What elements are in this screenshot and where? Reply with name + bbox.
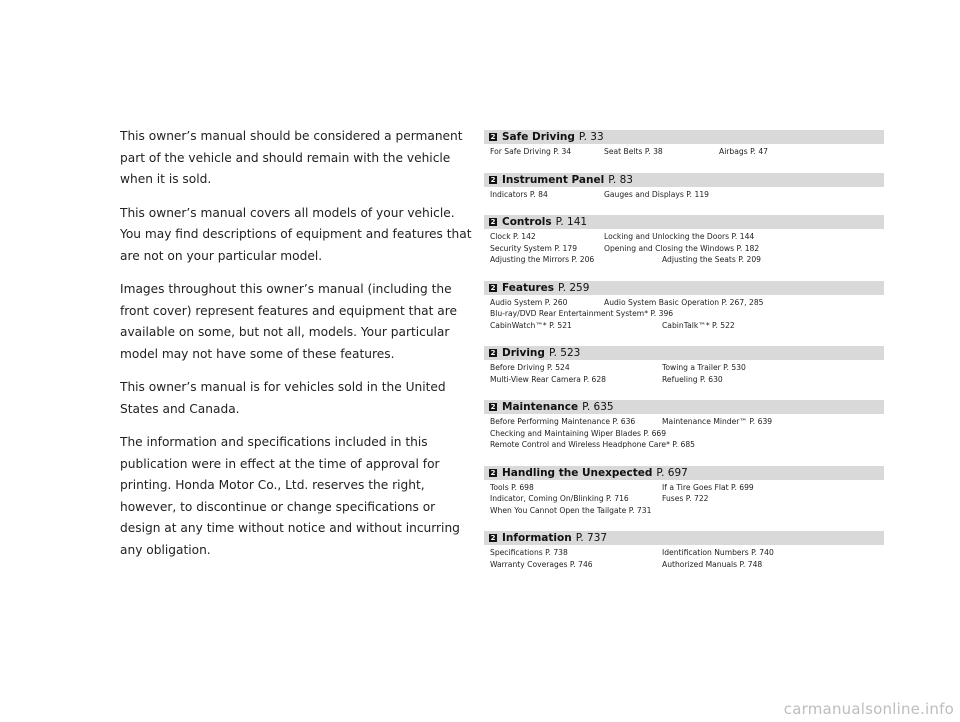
toc-link[interactable]: Security System P. 179	[490, 243, 578, 253]
toc-link[interactable]: Opening and Closing the Windows P. 182	[604, 243, 760, 253]
toc-row	[484, 309, 884, 321]
section-page: P. 83	[608, 173, 633, 186]
toc-row	[484, 429, 884, 441]
toc-link[interactable]: Multi-View Rear Camera P. 628	[490, 374, 607, 384]
toc-row	[484, 548, 884, 560]
section-title: Controls	[502, 216, 552, 228]
toc-link[interactable]: Warranty Coverages P. 746	[490, 559, 593, 569]
toc-row	[484, 494, 884, 506]
toc-link[interactable]: Refueling P. 630	[662, 374, 723, 384]
section-header[interactable]	[484, 346, 884, 360]
intro-paragraph: This owner’s manual is for vehicles sold in the United States and Canada.	[120, 380, 446, 416]
table-of-contents	[484, 130, 884, 577]
toc-row	[484, 298, 884, 310]
section-header[interactable]	[484, 531, 884, 545]
toc-link[interactable]: For Safe Driving P. 34	[490, 147, 572, 156]
toc-row	[484, 244, 884, 256]
section-header[interactable]	[484, 281, 884, 295]
toc-link[interactable]: Fuses P. 722	[662, 494, 709, 503]
toc-section-safe-driving	[484, 130, 884, 159]
toc-link[interactable]: Airbags P. 47	[719, 147, 768, 156]
toc-row	[484, 147, 884, 159]
toc-section-features	[484, 281, 884, 333]
intro-paragraph: This owner’s manual covers all models of your vehicle. You may find descriptions of equipment and features that are not on your particular model.	[120, 205, 472, 263]
section-header[interactable]	[484, 215, 884, 229]
toc-link[interactable]: Adjusting the Seats P. 209	[662, 255, 761, 264]
toc-link[interactable]: Authorized Manuals P. 748	[662, 559, 763, 569]
toc-link[interactable]: Before Driving P. 524	[490, 363, 570, 372]
arrow-icon: 2	[490, 403, 496, 411]
section-page: P. 737	[575, 532, 608, 544]
toc-link[interactable]: Clock P. 142	[490, 232, 536, 241]
toc-row	[484, 232, 884, 244]
intro-paragraph: The information and specifications included in this publication were in effect at the time of approval for printing. Honda Motor Co., Ltd. reserves the right, however, to discontinue or change specifications or design at any time without notice and without incurring any obligation.	[120, 435, 460, 557]
arrow-icon: 2	[490, 283, 496, 292]
intro-paragraph: Images throughout this owner’s manual (including the front cover) represent features and equipment that are available on some, but not all, models. Your particular model may not have some of these features.	[120, 282, 458, 361]
section-title: Information	[502, 532, 572, 544]
toc-row	[484, 506, 884, 518]
toc-link[interactable]: Locking and Unlocking the Doors P. 144	[604, 232, 755, 241]
intro-paragraph: This owner’s manual should be considered a permanent part of the vehicle and should remain with the vehicle when it is sold.	[120, 129, 463, 186]
toc-link[interactable]: Checking and Maintaining Wiper Blades P. 669	[490, 428, 667, 438]
watermark: carmanualsonline.info	[783, 700, 954, 718]
toc-link[interactable]: Audio System Basic Operation P. 267, 285	[604, 297, 764, 307]
section-page: P. 523	[548, 347, 581, 359]
toc-section-instrument-panel	[484, 173, 884, 202]
toc-section-handling-the-unexpected	[484, 466, 884, 518]
arrow-icon: 2	[490, 175, 496, 184]
toc-link[interactable]: Indicators P. 84	[490, 189, 548, 199]
toc-link[interactable]: Maintenance Minder™ P. 639	[662, 417, 773, 426]
toc-link[interactable]: Adjusting the Mirrors P. 206	[490, 255, 595, 264]
arrow-icon: 2	[490, 218, 496, 226]
toc-link[interactable]: Indicator, Coming On/Blinking P. 716	[490, 494, 629, 503]
toc-row	[484, 321, 884, 333]
toc-row	[484, 560, 884, 572]
arrow-icon: 2	[490, 133, 496, 141]
toc-section-controls	[484, 215, 884, 267]
toc-link[interactable]: CabinWatch™* P. 521	[490, 320, 572, 330]
toc-row	[484, 363, 884, 375]
arrow-icon: 2	[490, 534, 496, 542]
intro-text	[120, 126, 478, 573]
toc-row	[484, 483, 884, 495]
section-title: Safe Driving	[502, 131, 575, 143]
toc-link[interactable]: Gauges and Displays P. 119	[604, 189, 709, 199]
toc-link[interactable]: If a Tire Goes Flat P. 699	[662, 482, 754, 492]
toc-link[interactable]: Identification Numbers P. 740	[662, 548, 774, 557]
section-title: Driving	[502, 347, 545, 359]
toc-link[interactable]: When You Cannot Open the Tailgate P. 731	[490, 505, 652, 515]
toc-row	[484, 417, 884, 429]
arrow-icon: 2	[490, 468, 496, 477]
section-title: Instrument Panel	[502, 173, 605, 186]
toc-section-maintenance	[484, 400, 884, 452]
toc-section-information	[484, 531, 884, 571]
toc-link[interactable]: Before Performing Maintenance P. 636	[490, 417, 636, 426]
toc-link[interactable]: Blu-ray/DVD Rear Entertainment System* P. 396	[490, 309, 674, 318]
section-page: P. 635	[582, 401, 614, 413]
toc-link[interactable]: Towing a Trailer P. 530	[662, 363, 746, 372]
section-page: P. 141	[555, 216, 588, 228]
section-page: P. 697	[656, 466, 688, 479]
toc-link[interactable]: Specifications P. 738	[490, 548, 568, 557]
toc-row	[484, 375, 884, 387]
arrow-icon: 2	[490, 349, 496, 357]
section-header[interactable]	[484, 173, 884, 187]
section-title: Maintenance	[502, 401, 579, 413]
toc-row	[484, 440, 884, 452]
toc-link[interactable]: Seat Belts P. 38	[604, 147, 663, 156]
toc-link[interactable]: Audio System P. 260	[490, 297, 568, 307]
toc-row	[484, 190, 884, 202]
section-header[interactable]	[484, 466, 884, 480]
section-page: P. 259	[558, 281, 590, 294]
toc-row	[484, 255, 884, 267]
section-title: Features	[502, 281, 554, 294]
section-header[interactable]	[484, 130, 884, 144]
toc-section-driving	[484, 346, 884, 386]
toc-link[interactable]: Remote Control and Wireless Headphone Care* P. 685	[490, 440, 696, 449]
section-page: P. 33	[578, 131, 604, 143]
toc-link[interactable]: CabinTalk™* P. 522	[662, 320, 735, 330]
section-header[interactable]	[484, 400, 884, 414]
toc-link[interactable]: Tools P. 698	[490, 482, 534, 492]
section-title: Handling the Unexpected	[502, 466, 653, 479]
